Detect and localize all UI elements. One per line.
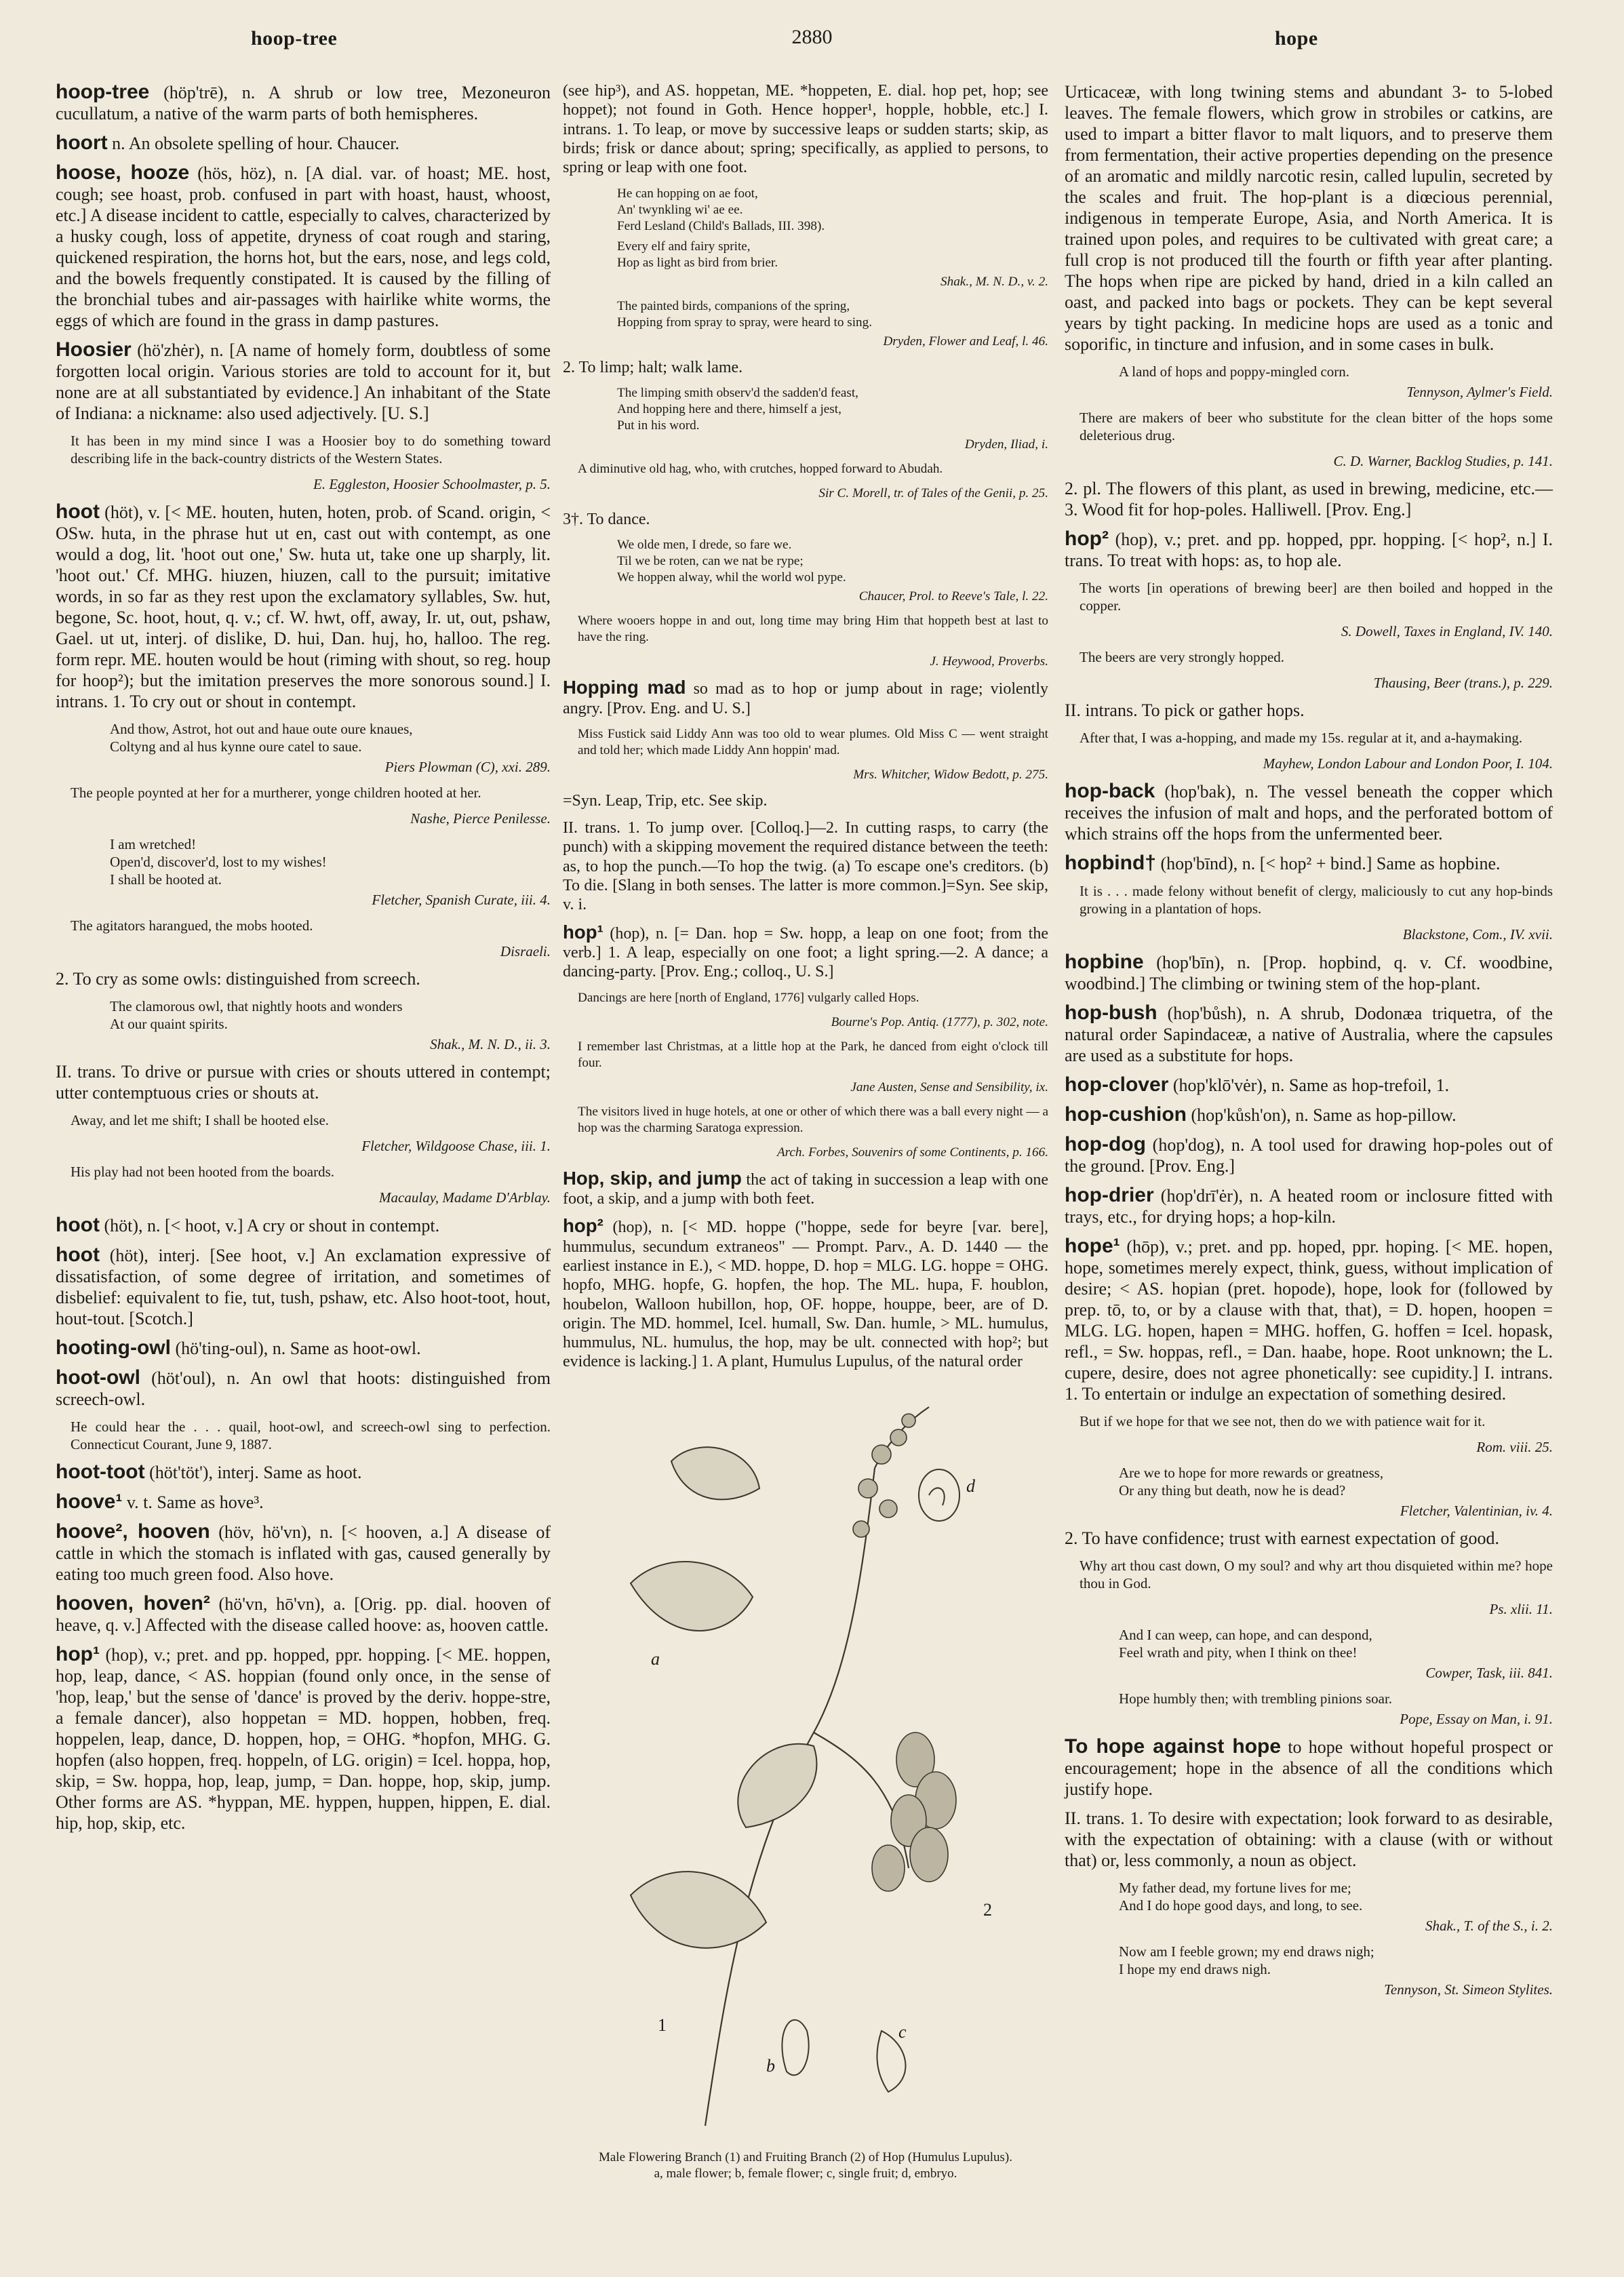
entry-sense <box>563 358 1048 377</box>
definition-text: (höt), interj. [See hoot, v.] An exclamation expressive of dissatisfaction, of some degree of irritation, and sometimes of disbelief: equivalent to fie, tut, tush, pshaw, etc. Also hoot-toot, hout, hout-tout. [Scotch.] <box>56 1246 551 1328</box>
entry-sense <box>1065 1808 1553 1871</box>
figure-label-1: 1 <box>658 2015 667 2035</box>
citation-source: Nashe, Pierce Penilesse. <box>410 810 551 827</box>
definition-text: (hop'bůsh), n. A shrub, Dodonæa triquetra, of the natural order Sapindaceæ, a native of Australia, where the capsules are used as a substitute for hops. <box>1065 1004 1553 1065</box>
dictionary-entry <box>563 923 1048 982</box>
quotation: Miss Fustick said Liddy Ann was too old to wear plumes. Old Miss C — went straight and told her; which made Liddy Ann hoppin' mad. <box>578 726 1048 757</box>
definition-text: (hö'ting-oul), n. Same as hoot-owl. <box>175 1339 421 1358</box>
definition-text: (hop'klō'vėr), n. Same as hop-trefoil, 1. <box>1172 1075 1450 1095</box>
headword: Hopping mad <box>563 677 686 698</box>
dictionary-entry <box>56 1337 551 1359</box>
dictionary-entry <box>1065 1104 1553 1126</box>
leaf-2 <box>631 1872 766 1948</box>
citation-source: Tennyson, Aylmer's Field. <box>1406 384 1553 400</box>
citation-source: J. Heywood, Proverbs. <box>930 654 1048 669</box>
definition-text: II. trans. 1. To jump over. [Colloq.]—2. In cutting rasps, to carry (the punch) with a skipping movement the required distance between the teeth: as, to hop the punch.—To hop the twig. (a) To escape one's creditors. (b) To die. [Slang in both senses. The latter is more common.]=Syn. See skip, v. i. <box>563 819 1048 914</box>
dictionary-entry <box>56 339 551 424</box>
citation-source: Fletcher, Spanish Curate, iii. 4. <box>372 892 551 908</box>
quotation: Why art thou cast down, O my soul? and why art thou disquieted within me? hope thou in God. <box>1080 1558 1553 1591</box>
figure-label-2: 2 <box>983 1899 992 1920</box>
dictionary-entry <box>56 1491 551 1513</box>
definition-text: (hop), n. [< MD. hoppe ("hoppe, sede for beyre [var. bere], hummulus, secundum extraneos" — Prompt. Parv., A. D. 1440 — the earliest instance in E.), < MD. hoppe, D. hop = MLG. LG. hoppe = OHG. hopfo, MHG. hopfe, G. hopfen, the hop. The ML. hupa, F. houblon, houbelon, Walloon hubillon, hop, OF. hoppe, houppe, beer, are of D. origin. The MD. hommel, Icel. humall, Sw. Dan. humle, > ML. humulus, hummulus, NL. humulus, the hop, may be ult. connected with hop²; but evidence is lacking.] 1. A plant, Humulus Lupulus, of the natural order <box>563 1219 1049 1371</box>
citation-source: Rom. viii. 25. <box>1476 1439 1553 1455</box>
definition-text: (hop'drī'ėr), n. A heated room or inclosure fitted with trays, etc., for drying hops; a hop-kiln. <box>1065 1186 1553 1227</box>
entry-sense <box>563 510 1048 529</box>
definition-text: (hös, höz), n. [A dial. var. of hoast; ME. host, cough; see hoast, prob. confused in part with hoast, haust, whoost, etc.] A disease incident to cattle, especially to calves, characterized by a husky cough, loss of appetite, dryness of coat rough and staring, quickened respiration, the horns hot, but the ears, nose, and legs cold, and the bowels frequently constipated. It is caused by the filling of the bronchial tubes and air-passages with hairlike white worms, the eggs of which are found in the grass in damp pastures. <box>56 163 551 330</box>
verse-quotation: Every elf and fairy sprite, Hop as light as bird from brier. <box>617 239 778 270</box>
definition-text: (hop'bīn), n. [Prop. hopbind, q. v. Cf. woodbine, woodbind.] The climbing or twining stem of the hop-plant. <box>1065 953 1553 993</box>
citation-source: Shak., T. of the S., i. 2. <box>1425 1918 1553 1934</box>
female-flower <box>782 2020 808 2075</box>
quotation: His play had not been hooted from the boards. <box>71 1164 334 1180</box>
definition-text: II. trans. To drive or pursue with cries or shouts uttered in contempt; utter contemptuous cries or shouts at. <box>56 1062 551 1103</box>
definition-text: 3†. To dance. <box>563 510 650 528</box>
citation-source: Jane Austen, Sense and Sensibility, ix. <box>850 1080 1048 1094</box>
figure-label-b: b <box>766 2055 775 2076</box>
quotation: Away, and let me shift; I shall be hooted else. <box>71 1112 330 1128</box>
headword: hoove², hooven <box>56 1520 210 1543</box>
quotation: He could hear the . . . quail, hoot-owl, and screech-owl sing to perfection. Connecticut Courant, June 9, 1887. <box>71 1419 551 1452</box>
citation-source: Macaulay, Madame D'Arblay. <box>379 1189 551 1206</box>
entry-sense <box>563 791 1048 810</box>
verse-quotation: The clamorous owl, that nightly hoots and wonders At our quaint spirits. <box>110 998 403 1032</box>
dictionary-entry <box>563 1169 1048 1209</box>
headword: hoot-toot <box>56 1461 145 1483</box>
citation-source: Cowper, Task, iii. 841. <box>1425 1665 1553 1681</box>
dictionary-entry <box>56 162 551 331</box>
citation-source: Dryden, Flower and Leaf, l. 46. <box>883 334 1048 349</box>
citation-source: Pope, Essay on Man, i. 91. <box>1400 1711 1553 1727</box>
headword: hop² <box>563 1215 603 1237</box>
embryo-coil <box>929 1488 945 1505</box>
citation-source: C. D. Warner, Backlog Studies, p. 141. <box>1333 453 1553 469</box>
quotation: The agitators harangued, the mobs hooted. <box>71 917 313 934</box>
definition-text: (hop'bīnd), n. [< hop² + bind.] Same as hopbine. <box>1160 854 1501 873</box>
figure-label-a: a <box>651 1648 660 1669</box>
dictionary-entry <box>1065 1002 1553 1066</box>
headword: hoose, hooze <box>56 161 190 184</box>
quotation: But if we hope for that we see not, then do we with patience wait for it. <box>1080 1413 1486 1429</box>
entry-sense <box>1065 81 1553 355</box>
dictionary-entry <box>1065 1235 1553 1404</box>
headword: hop¹ <box>563 921 603 943</box>
citation-source: Piers Plowman (C), xxi. 289. <box>384 759 551 775</box>
citation-source: Dryden, Iliad, i. <box>964 437 1048 452</box>
citation-source: Ps. xlii. 11. <box>1489 1601 1553 1617</box>
definition-text: (hop), v.; pret. and pp. hopped, ppr. hopping. [< ME. hoppen, hop, leap, dance, < AS. hoppian (found only once, in the sense of 'hop, leap,' but the sense of 'dance' is proved by the deriv. hoppe-stre, a female dancer), also hoppetan = MD. hoppen, hobben, freq. hoppelen, leap, dance, D. hoppen, hop, = OHG. *hopfon, MHG. G. hopfen (also hoppen, freq. hoppeln, of LG. origin) = Icel. hoppa, hop, skip, = Sw. hoppa, hop, leap, jump, = Dan. hoppe, hop, skip, jump. Other forms are AS. *hyppan, ME. hyppen, huppen, hippen, E. dial. hip, hop, skip, etc. <box>56 1645 551 1833</box>
hop-plant-figure <box>563 1380 1048 2214</box>
verse-quotation: Hope humbly then; with trembling pinions soar. <box>1119 1690 1393 1707</box>
headword: hoot <box>56 500 100 523</box>
definition-text: (hop'bak), n. The vessel beneath the copper which receives the infusion of malt and hops, and the perforated bottom of which strains off the hops from the unfermented beer. <box>1065 782 1553 844</box>
definition-text: =Syn. Leap, Trip, etc. See skip. <box>563 791 768 810</box>
citation-source: Tennyson, St. Simeon Stylites. <box>1384 1981 1553 1998</box>
headword: hop-drier <box>1065 1184 1154 1206</box>
headword: hopbind† <box>1065 852 1156 874</box>
definition-text: II. intrans. To pick or gather hops. <box>1065 700 1305 720</box>
figure-caption-line-2: a, male flower; b, female flower; c, single fruit; d, embryo. <box>654 2166 957 2181</box>
definition-text: 2. To cry as some owls: distinguished from screech. <box>56 969 420 989</box>
verse-quotation: And I can weep, can hope, and can despond, Feel wrath and pity, when I think on thee! <box>1119 1627 1372 1661</box>
definition-text: Urticaceæ, with long twining stems and abundant 3- to 5-lobed leaves. The female flowers, which grow in strobiles or catkins, are used to impart a bitter flavor to malt liquors, and to preserve them from fermentation, their active properties depending on the presence of an aromatic and mildly narcotic resin, called lupulin, secreted by the scales and fruit. The hop-plant is a diœcious perennial, indigenous in temperate Europe, Asia, and North America. It is trained upon poles, and requires to be cultivated with great care; a full crop is not produced till the fourth or fifth year after planting. The hops when ripe are picked by hand, dried in a kiln called an oast, and packed into bags or pockets. They can be kept several years by tight packing. In medicine hops are used as a tonic and soporific, in tincture and infusion, and in some cases in bulk. <box>1065 82 1553 354</box>
headword: hoop-tree <box>56 81 150 103</box>
quotation: The visitors lived in huge hotels, at one or other of which there was a ball every night — a hop was the charming Saratoga expression. <box>578 1104 1048 1135</box>
citation-source: Mayhew, London Labour and London Poor, I. 104. <box>1263 755 1553 772</box>
column-right <box>1065 81 1553 2006</box>
definition-text: (hö'zhėr), n. [A name of homely form, doubtless of some forgotten local origin. Various stories are told to account for it, but none are at all substantiated by evidence.] An inhabitant of the State of Indiana: a nickname: also used adjectively. [U. S.] <box>56 340 551 423</box>
headword: hoort <box>56 132 108 154</box>
hop-branch-illustration <box>590 1380 1024 2139</box>
citation-source: E. Eggleston, Hoosier Schoolmaster, p. 5. <box>313 476 551 492</box>
verse-quotation: My father dead, my fortune lives for me; And I do hope good days, and long, to see. <box>1119 1880 1363 1914</box>
dictionary-entry <box>56 132 551 154</box>
citation-source: Fletcher, Valentinian, iv. 4. <box>1400 1503 1553 1519</box>
dictionary-entry <box>56 81 551 124</box>
leaf-4 <box>671 1447 759 1499</box>
definition-text: (höt'töt'), interj. Same as hoot. <box>149 1463 362 1482</box>
definition-text: 2. To limp; halt; walk lame. <box>563 358 743 376</box>
citation-source: Shak., M. N. D., ii. 3. <box>430 1036 551 1052</box>
entry-sense <box>563 818 1048 915</box>
figure-caption-line-1: Male Flowering Branch (1) and Fruiting Branch (2) of Hop (Humulus Lupulus). <box>598 2150 1012 2164</box>
citation-source: Shak., M. N. D., v. 2. <box>940 274 1048 289</box>
headword: hop² <box>1065 528 1109 550</box>
definition-text: (höt), v. [< ME. houten, huten, hoten, prob. of Scand. origin, < OSw. huta, in the phrase hut ut en, cast out with contempt, as one would a dog, lit. 'hoot out one,' Sw. huta ut, take one up sharply, lit. 'hoot out.' Cf. MHG. hiuzen, hiuzen, call to the pursuit; imitative words, in so far as they rest upon the exclamatory syllables, Sw. hut, begone, Sc. hoot, hout, q. v.; cf. W. hwt, off, away, Ir. ut, out, pshaw, Gael. ut ut, interj. of dislike, D. hui, Dan. huj, ho, halloo. The reg. form repr. ME. houten would be hout (riming with shout, so reg. houp for hoop²); but the imitation preserves the more sonorous sound.] I. intrans. 1. To cry out or shout in contempt. <box>56 502 551 711</box>
definition-text: (höp'trē), n. A shrub or low tree, Mezoneuron cucullatum, a native of the warm parts of both hemispheres. <box>56 83 551 123</box>
definition-text: (höv, hö'vn), n. [< hooven, a.] A disease of cattle in which the stomach is inflated with gas, caused generally by eating too much green food. Also hove. <box>56 1522 551 1584</box>
headword: Hop, skip, and jump <box>563 1167 742 1189</box>
headword: hope¹ <box>1065 1235 1120 1257</box>
dictionary-entry <box>563 1216 1048 1372</box>
entry-sense <box>1065 478 1553 520</box>
dictionary-entry <box>56 1593 551 1636</box>
dictionary-entry <box>56 1521 551 1585</box>
citation-source: Mrs. Whitcher, Widow Bedott, p. 275. <box>853 767 1048 782</box>
definition-text: n. An obsolete spelling of hour. Chaucer. <box>112 134 400 153</box>
definition-text: (höt'oul), n. An owl that hoots: distinguished from screech-owl. <box>56 1368 551 1409</box>
verse-quotation: Are we to hope for more rewards or greatness, Or any thing but death, now he is dead? <box>1119 1465 1384 1499</box>
headword: hop-bush <box>1065 1002 1157 1024</box>
verse-quotation: A land of hops and poppy-mingled corn. <box>1119 363 1350 380</box>
definition-text: (see hip³), and AS. hoppetan, ME. *hoppeten, E. dial. hop pet, hop; see hoppet); not found in Goth. Hence hopper¹, hopple, hobble, etc.] I. intrans. 1. To leap, or move by successive leaps or sudden starts; skip, as birds; frisk or dance about; spring; specifically, as applied to persons, to spring or leap with one foot. <box>563 82 1048 177</box>
dictionary-entry <box>56 501 551 712</box>
definition-text: (hop), v.; pret. and pp. hopped, ppr. hopping. [< hop², n.] I. trans. To treat with hops: as, to hop ale. <box>1065 530 1553 570</box>
definition-text: II. trans. 1. To desire with expectation; look forward to as desirable, with the expectation of obtaining: with a clause (with or without that) or, less commonly, a noun as object. <box>1065 1808 1553 1870</box>
citation-source: Disraeli. <box>500 943 551 959</box>
quotation: The worts [in operations of brewing beer] are then boiled and hopped in the copper. <box>1080 580 1553 614</box>
entry-sense <box>1065 700 1553 721</box>
dictionary-entry <box>1065 1185 1553 1227</box>
citation-source: S. Dowell, Taxes in England, IV. 140. <box>1341 623 1553 639</box>
quotation: It has been in my mind since I was a Hoosier boy to do something toward describing life in the back-country districts of the Western States. <box>71 433 551 467</box>
entry-sense <box>1065 1528 1553 1549</box>
verse-quotation: I am wretched! Open'd, discover'd, lost to my wishes! I shall be hooted at. <box>110 836 327 888</box>
quotation: Dancings are here [north of England, 1776] vulgarly called Hops. <box>578 990 919 1005</box>
column-middle-text <box>563 81 1048 1372</box>
citation-source: Bourne's Pop. Antiq. (1777), p. 302, note. <box>831 1014 1048 1029</box>
figure-caption <box>563 2150 1048 2182</box>
running-head-right: hope <box>1275 27 1318 50</box>
headword: hop-dog <box>1065 1133 1146 1155</box>
quotation: Where wooers hoppe in and out, long time may bring Him that hoppeth best at last to have the ring. <box>578 614 1048 645</box>
quotation: There are makers of beer who substitute for the clean bitter of the hops some deleterious drug. <box>1080 410 1553 443</box>
dictionary-entry <box>56 1214 551 1236</box>
definition-text: (hö'vn, hō'vn), a. [Orig. pp. dial. hooven of heave, q. v.] Affected with the disease called hoove: as, hooven cattle. <box>56 1594 551 1635</box>
dictionary-entry <box>1065 951 1553 994</box>
citation-source: Chaucer, Prol. to Reeve's Tale, l. 22. <box>858 589 1048 604</box>
headword: hoot <box>56 1214 100 1236</box>
entry-sense <box>563 81 1048 178</box>
verse-quotation: And thow, Astrot, hot out and haue oute oure knaues, Coltyng and al hus kynne oure catel to saue. <box>110 721 413 755</box>
headword: hooven, hoven² <box>56 1592 210 1615</box>
citation-source: Fletcher, Wildgoose Chase, iii. 1. <box>361 1138 551 1154</box>
citation-source: Sir C. Morell, tr. of Tales of the Genii, p. 25. <box>818 486 1048 500</box>
headword: hoove¹ <box>56 1490 123 1513</box>
definition-text: (hop'dog), n. A tool used for drawing hop-poles out of the ground. [Prov. Eng.] <box>1065 1135 1553 1176</box>
dictionary-entry <box>56 1244 551 1329</box>
definition-text: (hōp), v.; pret. and pp. hoped, ppr. hoping. [< ME. hopen, hope, sometimes merely expect, think, guess, without implication of desire; < AS. hopian (pret. hopode), hope, look for (followed by prep. tō, to, or by a clause with that, that), = D. hopen, hoopen = MLG. LG. hopen, hapen = MHG. hoffen, G. hoffen = Icel. hopask, refl., = Sw. hoppas, refl., = Dan. haabe, hope. Root unknown; the L. cupere, desire, does not agree phonetically: see cupidity.] I. intrans. 1. To entertain or indulge an expectation of something desired. <box>1065 1237 1553 1404</box>
definition-text: 2. To have confidence; trust with earnest expectation of good. <box>1065 1528 1499 1548</box>
dictionary-entry <box>1065 1074 1553 1096</box>
headword: hop¹ <box>56 1643 100 1665</box>
figure-label-d: d <box>966 1476 975 1496</box>
verse-quotation: We olde men, I drede, so fare we. Til we be roten, can we nat be rype; We hoppen alway, whil the world wol pype. <box>617 538 846 585</box>
headword: hooting-owl <box>56 1336 171 1359</box>
definition-text: the act of taking in succession a leap with one foot, a skip, and a jump with both feet. <box>563 1170 1048 1208</box>
entry-sense <box>56 1061 551 1103</box>
headword: hop-clover <box>1065 1073 1169 1096</box>
running-head-left: hoop-tree <box>251 27 338 50</box>
entry-sense <box>56 968 551 989</box>
dictionary-entry <box>56 1644 551 1834</box>
headword: hoot-owl <box>56 1366 140 1389</box>
column-left <box>56 81 551 1842</box>
headword: Hoosier <box>56 338 132 361</box>
dictionary-entry <box>56 1461 551 1483</box>
definition-text: so mad as to hop or jump about in rage; violently angry. [Prov. Eng. and U. S.] <box>563 680 1049 717</box>
verse-quotation: The limping smith observ'd the sadden'd feast, And hopping here and there, himself a jest, Put in his word. <box>617 385 858 433</box>
verse-quotation: The painted birds, companions of the spring, Hopping from spray to spray, were heard to sing. <box>617 298 873 330</box>
headword: hop-cushion <box>1065 1103 1187 1126</box>
column-middle <box>563 81 1048 2214</box>
quotation: It is . . . made felony without benefit of clergy, maliciously to cut any hop-binds growing in a plantation of hops. <box>1080 883 1553 917</box>
headword: hop-back <box>1065 780 1155 802</box>
citation-source: Blackstone, Com., IV. xvii. <box>1402 926 1553 943</box>
dictionary-entry <box>1065 1736 1553 1800</box>
definition-text: 2. pl. The flowers of this plant, as used in brewing, medicine, etc.—3. Wood fit for hop-poles. Halliwell. [Prov. Eng.] <box>1065 479 1553 519</box>
page-number: 2880 <box>791 26 833 48</box>
dictionary-entry <box>1065 780 1553 844</box>
verse-quotation: He can hopping on ae foot, An' twynkling wi' ae ee. Ferd Lesland (Child's Ballads, III. 398). <box>617 186 825 233</box>
dictionary-entry <box>1065 852 1553 874</box>
leaf-1 <box>631 1562 753 1631</box>
quotation: After that, I was a-hopping, and made my 15s. regular at it, and a-haymaking. <box>1080 730 1523 746</box>
definition-text: to hope without hopeful prospect or encouragement; hope in the absence of all the conditions which justify hope. <box>1065 1737 1553 1799</box>
quotation: The beers are very strongly hopped. <box>1080 649 1285 665</box>
dictionary-entry <box>563 678 1048 718</box>
definition-text: (höt), n. [< hoot, v.] A cry or shout in contempt. <box>104 1216 440 1235</box>
headword: hoot <box>56 1244 100 1266</box>
figure-label-c: c <box>898 2021 907 2042</box>
dictionary-entry <box>1065 1134 1553 1176</box>
verse-quotation: Now am I feeble grown; my end draws nigh; I hope my end draws nigh. <box>1119 1943 1374 1977</box>
quotation: I remember last Christmas, at a little hop at the Park, he danced from eight o'clock till four. <box>578 1039 1048 1070</box>
headword: hopbine <box>1065 951 1144 973</box>
headword: To hope against hope <box>1065 1735 1282 1758</box>
definition-text: (hop'kůsh'on), n. Same as hop-pillow. <box>1191 1105 1457 1125</box>
definition-text: v. t. Same as hove³. <box>126 1492 264 1512</box>
dictionary-entry <box>56 1367 551 1410</box>
dictionary-entry <box>1065 528 1553 571</box>
leaf-3 <box>738 1744 816 1827</box>
quotation: A diminutive old hag, who, with crutches, hopped forward to Abudah. <box>578 461 943 476</box>
citation-source: Arch. Forbes, Souvenirs of some Continents, p. 166. <box>776 1145 1048 1160</box>
definition-text: (hop), n. [= Dan. hop = Sw. hopp, a leap on one foot; from the verb.] 1. A leap, especially on one foot; a light spring.—2. A dance; a dancing-party. [Prov. Eng.; colloq., U. S.] <box>563 924 1049 981</box>
citation-source: Thausing, Beer (trans.), p. 229. <box>1373 675 1553 691</box>
quotation: The people poynted at her for a murtherer, yonge children hooted at her. <box>71 785 481 801</box>
